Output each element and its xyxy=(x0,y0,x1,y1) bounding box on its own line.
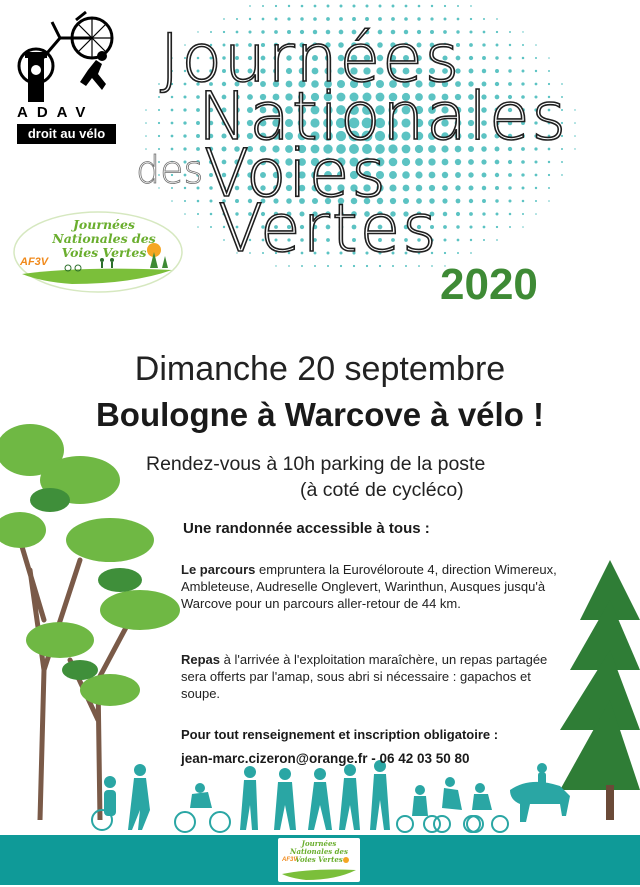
halftone-dot xyxy=(197,200,200,203)
halftone-dot xyxy=(470,239,472,241)
halftone-dot xyxy=(535,44,537,46)
halftone-dot xyxy=(456,225,459,228)
halftone-dot xyxy=(442,198,447,203)
halftone-dot xyxy=(535,187,537,189)
halftone-dot xyxy=(483,239,485,241)
halftone-dot xyxy=(456,199,461,204)
halftone-dot xyxy=(535,200,537,202)
halftone-dot xyxy=(482,186,486,190)
footer-badge-title: Journées Nationales des Voies Vertes xyxy=(290,839,348,864)
halftone-dot xyxy=(509,57,512,60)
people-silhouettes-icon xyxy=(80,760,600,835)
halftone-dot xyxy=(171,200,173,202)
halftone-dot xyxy=(470,252,472,254)
halftone-dot xyxy=(574,135,576,137)
halftone-dot xyxy=(455,172,461,178)
halftone-dot xyxy=(402,158,410,166)
halftone-dot xyxy=(249,5,251,7)
halftone-dot xyxy=(509,31,511,33)
halftone-dot xyxy=(522,226,524,228)
halftone-dot xyxy=(158,135,160,137)
adav-tagline: droit au vélo xyxy=(17,124,116,144)
title-des: des xyxy=(136,148,204,192)
info-heading: Pour tout renseignement et inscription obligatoire : xyxy=(181,727,499,742)
halftone-dot xyxy=(275,5,277,7)
halftone-dot xyxy=(469,186,474,191)
halftone-dot xyxy=(496,44,499,47)
halftone-dot xyxy=(444,252,446,254)
halftone-dot xyxy=(145,135,147,137)
halftone-dot xyxy=(145,122,147,124)
adav-letters: ADAV xyxy=(17,104,95,121)
halftone-dot xyxy=(522,70,525,73)
halftone-dot xyxy=(574,109,575,110)
halftone-dot xyxy=(548,161,550,163)
title-line-1: Journées xyxy=(160,20,462,97)
halftone-dot xyxy=(482,199,486,203)
halftone-dot xyxy=(457,252,459,254)
halftone-dot xyxy=(522,213,524,215)
halftone-dot xyxy=(483,31,486,34)
halftone-dot xyxy=(496,31,498,33)
halftone-dot xyxy=(301,5,304,8)
halftone-dot xyxy=(496,213,499,216)
halftone-dot xyxy=(495,199,498,202)
halftone-dot xyxy=(210,213,213,216)
halftone-dot xyxy=(548,174,550,176)
halftone-dot xyxy=(496,239,498,241)
halftone-dot xyxy=(482,69,486,73)
halftone-dot xyxy=(495,186,499,190)
meeting-point-line-1: Rendez-vous à 10h parking de la poste xyxy=(146,453,486,475)
halftone-dot xyxy=(561,161,563,163)
halftone-dot xyxy=(482,173,487,178)
halftone-dot xyxy=(508,160,512,164)
halftone-dot xyxy=(379,5,382,8)
halftone-dot xyxy=(469,43,473,47)
halftone-dot xyxy=(468,172,473,177)
halftone-dot xyxy=(171,135,174,138)
halftone-dot xyxy=(522,44,524,46)
halftone-dot xyxy=(183,121,186,124)
halftone-dot xyxy=(389,158,398,167)
halftone-dot xyxy=(340,5,343,8)
halftone-dot xyxy=(457,5,459,7)
halftone-dot xyxy=(431,5,433,7)
halftone-dot xyxy=(171,109,174,112)
halftone-dot xyxy=(443,212,447,216)
halftone-dot xyxy=(183,134,186,137)
halftone-dot xyxy=(405,5,408,8)
halftone-dot xyxy=(197,226,199,228)
halftone-dot xyxy=(521,160,525,164)
halftone-dot xyxy=(402,171,410,179)
halftone-dot xyxy=(456,212,460,216)
halftone-dot xyxy=(443,225,447,229)
paragraph-repas-text: à l'arrivée à l'exploitation maraîchère, un repas partagée sera offerts par l'amap, sous abri si nécessaire : gapachos et soupe. xyxy=(181,652,548,701)
halftone-dot xyxy=(352,4,355,7)
footer-badge-code: AF3V xyxy=(282,857,298,863)
halftone-dot xyxy=(495,69,499,73)
halftone-dot xyxy=(522,187,525,190)
halftone-dot xyxy=(288,5,290,7)
halftone-dot xyxy=(442,172,448,178)
halftone-dot xyxy=(509,226,511,228)
halftone-dot xyxy=(389,171,397,179)
paragraph-parcours xyxy=(181,561,561,612)
halftone-dot xyxy=(470,5,472,7)
halftone-dot xyxy=(535,57,537,59)
halftone-dot xyxy=(535,174,538,177)
halftone-dot xyxy=(415,171,422,178)
event-date: Dimanche 20 septembre xyxy=(134,350,506,388)
halftone-dot xyxy=(392,5,395,8)
halftone-dot xyxy=(483,18,485,20)
halftone-dot xyxy=(442,185,448,191)
halftone-dot xyxy=(469,56,473,60)
halftone-dot xyxy=(548,200,550,202)
halftone-dot xyxy=(262,5,264,7)
halftone-dot xyxy=(158,109,160,111)
halftone-dot xyxy=(470,18,472,20)
halftone-dot xyxy=(415,158,423,166)
halftone-dot xyxy=(455,185,460,190)
halftone-dot xyxy=(522,31,523,32)
halftone-dot xyxy=(327,5,330,8)
halftone-dot xyxy=(481,159,486,164)
af3v-badge-title: Journées Nationales des Voies Vertes xyxy=(52,217,156,260)
halftone-dot xyxy=(210,226,212,228)
halftone-dot xyxy=(574,122,576,124)
halftone-dot xyxy=(469,225,472,228)
halftone-dot xyxy=(561,174,563,176)
halftone-dot xyxy=(482,212,485,215)
section-heading: Une randonnée accessible à tous : xyxy=(183,520,430,537)
halftone-dot xyxy=(442,159,449,166)
halftone-dot xyxy=(469,30,472,33)
event-route-title: Boulogne à Warcove à vélo ! xyxy=(95,396,545,433)
halftone-dot xyxy=(521,173,524,176)
halftone-dot xyxy=(508,69,511,72)
halftone-dot xyxy=(496,226,498,228)
halftone-dot xyxy=(482,56,486,60)
halftone-dot xyxy=(508,199,511,202)
paragraph-parcours-text: empruntera la Eurovéloroute 4, direction Wimereux, Ambleteuse, Audreselle Onglevert, Warinthun, Ausques jusqu'à Warcove pour un parcours aller-retour de 44 km. xyxy=(181,562,557,611)
halftone-dot xyxy=(184,213,186,215)
paragraph-repas xyxy=(181,651,561,702)
halftone-dot xyxy=(469,69,474,74)
title-line-2: Nationales xyxy=(198,78,569,155)
halftone-dot xyxy=(574,148,575,149)
halftone-dot xyxy=(457,239,460,242)
halftone-dot xyxy=(145,109,147,111)
halftone-dot xyxy=(495,160,500,165)
meeting-point-line-2: (à coté de cycléco) xyxy=(300,479,464,501)
af3v-badge-code: AF3V xyxy=(20,256,49,268)
halftone-dot xyxy=(522,57,525,60)
halftone-dot xyxy=(495,173,499,177)
halftone-dot xyxy=(365,4,368,7)
halftone-dot xyxy=(443,238,446,241)
halftone-dot xyxy=(183,108,186,111)
paragraph-parcours-lead: Le parcours xyxy=(181,562,256,577)
halftone-dot xyxy=(548,70,550,72)
halftone-dot xyxy=(496,18,498,20)
halftone-dot xyxy=(444,5,446,7)
halftone-dot xyxy=(184,200,186,202)
halftone-dot xyxy=(535,213,537,215)
halftone-dot xyxy=(508,173,512,177)
halftone-dot xyxy=(548,57,550,59)
title-line-4: Vertes xyxy=(218,190,439,267)
halftone-dot xyxy=(158,122,160,124)
halftone-dot xyxy=(534,160,537,163)
halftone-dot xyxy=(314,5,317,8)
title-line-3: Voies xyxy=(204,135,388,212)
paragraph-repas-lead: Repas xyxy=(181,652,221,667)
halftone-dot xyxy=(508,186,511,189)
halftone-dot xyxy=(428,158,435,165)
halftone-dot xyxy=(548,187,550,189)
halftone-dot xyxy=(522,200,525,203)
halftone-dot xyxy=(171,122,174,125)
halftone-dot xyxy=(469,212,473,216)
halftone-dot xyxy=(495,56,498,59)
halftone-dot xyxy=(418,5,421,8)
halftone-dot xyxy=(535,70,537,72)
halftone-dot xyxy=(509,44,511,46)
halftone-dot xyxy=(455,159,461,165)
halftone-dot xyxy=(197,213,199,215)
halftone-dot xyxy=(468,159,474,165)
halftone-dot xyxy=(483,226,486,229)
halftone-dot xyxy=(509,213,512,216)
halftone-dot xyxy=(469,199,473,203)
halftone-dot xyxy=(429,172,436,179)
halftone-dot xyxy=(482,43,485,46)
contact-info: jean-marc.cizeron@orange.fr - 06 42 03 50 80 xyxy=(181,751,470,766)
title-year: 2020 xyxy=(440,260,538,309)
